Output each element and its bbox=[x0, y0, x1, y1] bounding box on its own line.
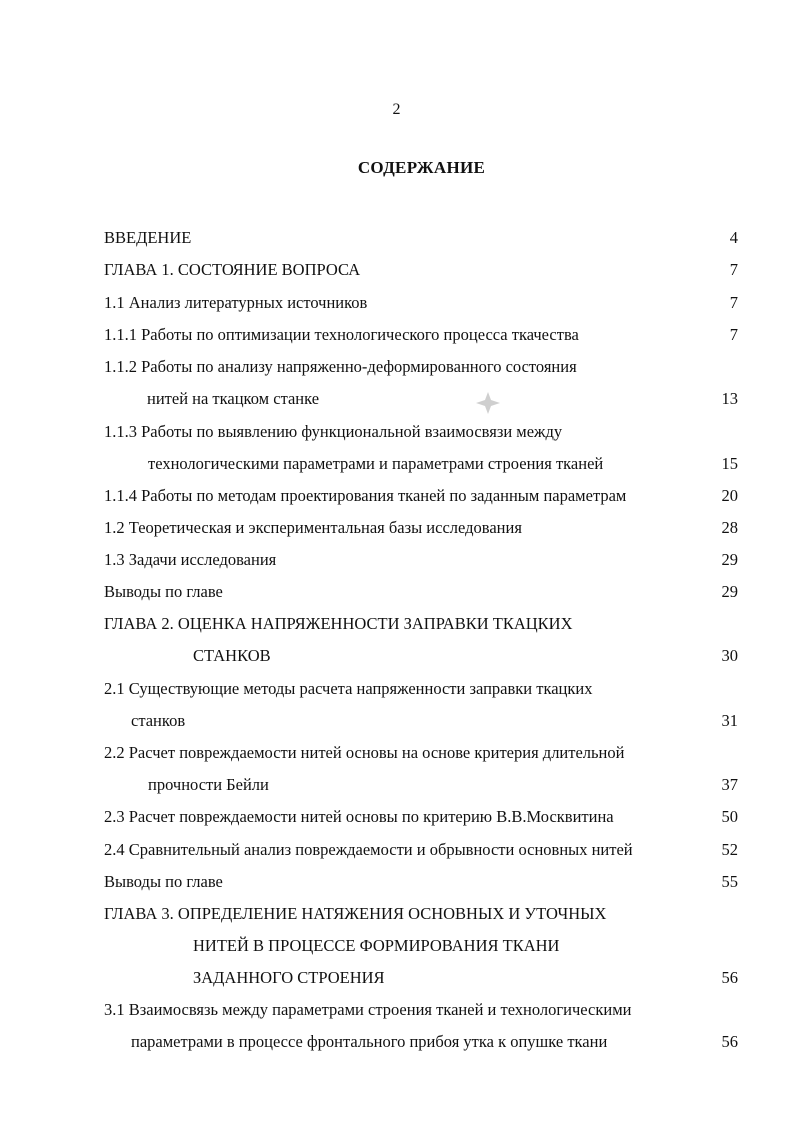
toc-entry-page: 7 bbox=[729, 260, 738, 279]
toc-entry-text: 2.1 Существующие методы расчета напряженности заправки ткацких bbox=[104, 679, 593, 698]
toc-entry-page: 28 bbox=[721, 518, 738, 537]
toc-entry bbox=[0, 774, 793, 796]
toc-entry-text: нитей на ткацком станке bbox=[147, 389, 320, 408]
toc-entry bbox=[0, 710, 793, 732]
toc-entry-text: 1.2 Теоретическая и экспериментальная базы исследования bbox=[104, 518, 522, 537]
toc-entry bbox=[0, 259, 793, 281]
toc-entry bbox=[0, 453, 793, 475]
toc-entry-text: 2.4 Сравнительный анализ повреждаемости и обрывности основных нитей bbox=[104, 840, 633, 859]
toc-entry bbox=[0, 324, 793, 346]
scan-smudge-icon bbox=[476, 392, 500, 414]
toc-entry-text: 1.1.2 Работы по анализу напряженно-деформированного состояния bbox=[104, 357, 577, 376]
toc-entry bbox=[0, 678, 793, 700]
toc-entry bbox=[0, 645, 793, 667]
toc-entry bbox=[0, 356, 793, 378]
toc-entry-page: 31 bbox=[721, 711, 738, 730]
toc-entry-text: 1.3 Задачи исследования bbox=[104, 550, 277, 569]
toc-entry-page: 37 bbox=[721, 775, 738, 794]
toc-entry-page: 7 bbox=[729, 325, 738, 344]
toc-entry-text: ГЛАВА 3. ОПРЕДЕЛЕНИЕ НАТЯЖЕНИЯ ОСНОВНЫХ И УТОЧНЫХ bbox=[104, 904, 607, 923]
toc-entry-text: Выводы по главе bbox=[104, 872, 223, 891]
toc-entry-text: НИТЕЙ В ПРОЦЕССЕ ФОРМИРОВАНИЯ ТКАНИ bbox=[193, 936, 560, 955]
toc-entry bbox=[0, 742, 793, 764]
toc-entry-text: 1.1 Анализ литературных источников bbox=[104, 293, 368, 312]
toc-entry-page: 55 bbox=[721, 872, 738, 891]
toc-entry-page: 15 bbox=[721, 454, 738, 473]
toc-entry-page: 13 bbox=[721, 389, 738, 408]
toc-entry bbox=[0, 935, 793, 957]
toc-entry-page: 56 bbox=[721, 968, 738, 987]
toc-entry-page: 7 bbox=[729, 293, 738, 312]
toc-entry-page: 20 bbox=[721, 486, 738, 505]
toc-entry bbox=[0, 613, 793, 635]
toc-entry-text: ГЛАВА 1. СОСТОЯНИЕ ВОПРОСА bbox=[104, 260, 361, 279]
toc-entry bbox=[0, 517, 793, 539]
toc-entry-text: 1.1.1 Работы по оптимизации технологического процесса ткачества bbox=[104, 325, 579, 344]
toc-entry bbox=[0, 388, 793, 410]
toc-entry bbox=[0, 806, 793, 828]
toc-entry-text: технологическими параметрами и параметрами строения тканей bbox=[148, 454, 604, 473]
toc-entry bbox=[0, 839, 793, 861]
toc-entry-page: 4 bbox=[729, 228, 738, 247]
toc-entry-text: ЗАДАННОГО СТРОЕНИЯ bbox=[193, 968, 385, 987]
toc-entry-text: 2.2 Расчет повреждаемости нитей основы на основе критерия длительной bbox=[104, 743, 625, 762]
toc-entry-text: ГЛАВА 2. ОЦЕНКА НАПРЯЖЕННОСТИ ЗАПРАВКИ ТКАЦКИХ bbox=[104, 614, 573, 633]
toc-entry bbox=[0, 967, 793, 989]
toc-entry-text: параметрами в процессе фронтального прибоя утка к опушке ткани bbox=[131, 1032, 608, 1051]
toc-entry bbox=[0, 903, 793, 925]
page-title: СОДЕРЖАНИЕ bbox=[357, 158, 486, 177]
toc-entry-page: 30 bbox=[721, 646, 738, 665]
toc-entry-text: 1.1.4 Работы по методам проектирования тканей по заданным параметрам bbox=[104, 486, 627, 505]
toc-entry-text: ВВЕДЕНИЕ bbox=[104, 228, 192, 247]
toc-entry-page: 29 bbox=[721, 582, 738, 601]
toc-entry-text: прочности Бейли bbox=[148, 775, 269, 794]
toc-entry-text: Выводы по главе bbox=[104, 582, 223, 601]
toc-entry-text: 2.3 Расчет повреждаемости нитей основы по критерию В.В.Москвитина bbox=[104, 807, 614, 826]
toc-entry-text: станков bbox=[131, 711, 186, 730]
toc-entry bbox=[0, 292, 793, 314]
toc-entry bbox=[0, 549, 793, 571]
toc-entry bbox=[0, 485, 793, 507]
toc-entry-page: 29 bbox=[721, 550, 738, 569]
toc-entry-page: 56 bbox=[721, 1032, 738, 1051]
toc-entry bbox=[0, 581, 793, 603]
toc-entry bbox=[0, 421, 793, 443]
toc-entry bbox=[0, 999, 793, 1021]
toc-entry-text: 3.1 Взаимосвязь между параметрами строения тканей и технологическими bbox=[104, 1000, 632, 1019]
toc-entry-text: СТАНКОВ bbox=[193, 646, 271, 665]
page-number: 2 bbox=[392, 101, 401, 118]
toc-entry-text: 1.1.3 Работы по выявлению функциональной взаимосвязи между bbox=[104, 422, 563, 441]
toc-entry-page: 50 bbox=[721, 807, 738, 826]
toc-entry-page: 52 bbox=[721, 840, 738, 859]
toc-entry bbox=[0, 227, 793, 249]
toc-entry bbox=[0, 1031, 793, 1053]
toc-entry bbox=[0, 871, 793, 893]
